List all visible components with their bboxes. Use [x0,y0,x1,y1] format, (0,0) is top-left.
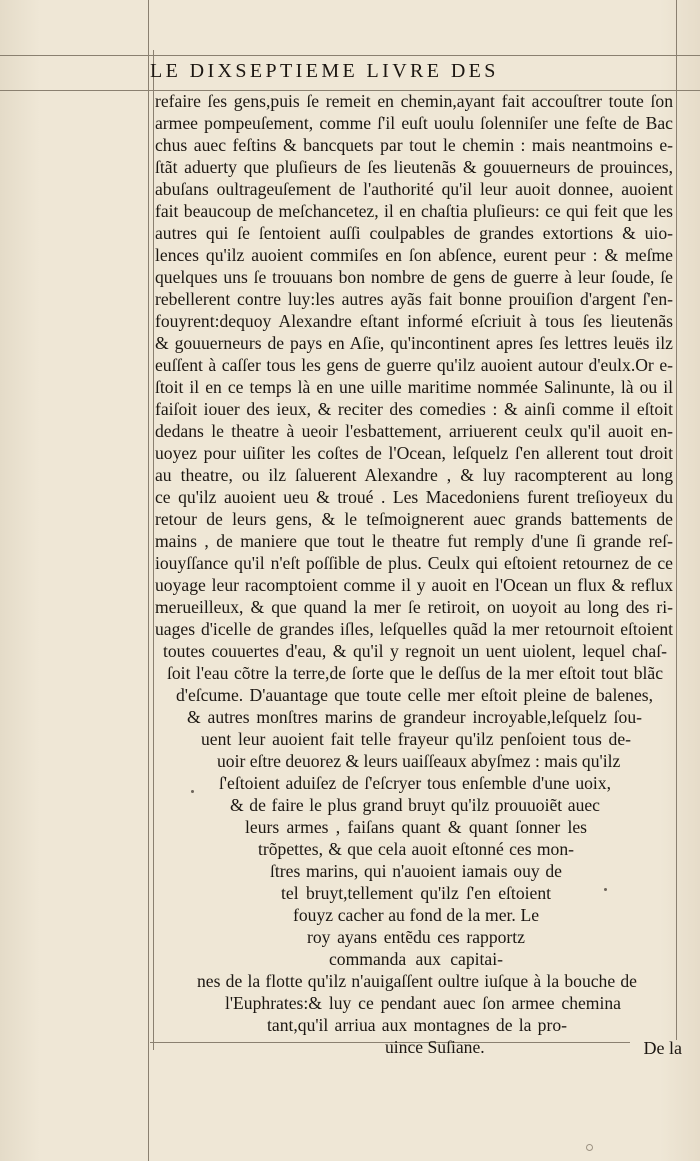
left-margin-rule-inner [153,50,154,1050]
text-line: au theatre, ou ilz ſaluerent Alexandre , & luy racompterent au long [155,465,673,485]
ink-speck [604,888,607,891]
text-line: & gouuerneurs de pays en Aſie, qu'incontinent apres ſes lettres leuës ilz [155,333,673,353]
text-line: rebellerent contre luy:les autres ayãs fait bonne prouiſion d'argent ſ'en- [155,289,673,309]
running-head: LE DIXSEPTIEME LIVRE DES [150,60,499,82]
text-line: & autres monſtres marins de grandeur incroyable,leſquelz ſou- [187,707,642,727]
text-line: ſtres marins, qui n'auoient iamais ouy de [270,861,562,881]
text-line: euſſent à caſſer tous les gens de guerre qu'ilz auoient autour d'eulx.Or e- [155,355,673,375]
text-line: lences qu'ilz auoient commiſes en ſon abſence, eurent peur : & meſme [155,245,673,265]
text-line: nes de la flotte qu'ilz n'auigaſſent oultre iuſque à la bouche de [197,971,637,991]
text-line: uince Suſiane. [385,1037,485,1057]
left-margin-rule-outer [148,0,149,1161]
text-line: abuſans oultrageuſement de l'authorité qu'il leur auoit donnee, auoient [155,179,673,199]
text-line: refaire ſes gens,puis ſe remeit en chemin,ayant fait accouſtrer toute ſon [155,91,673,111]
text-line: mains , de maniere que tout le theatre fut remply d'une ſi grande reſ- [155,531,673,551]
text-line: toutes couuertes d'eau, & qu'il y regnoit un uent uiolent, lequel chaſ- [163,641,667,661]
text-line: iouyſſance qu'il n'eſt poſſible de plus. Ceulx qui eſtoient retournez de ce [155,553,673,573]
text-line: leurs armes , faiſans quant & quant ſonner les [245,817,587,837]
text-line: commanda aux capitai- [329,949,503,969]
text-line: trõpettes, & que cela auoit eſtonné ces mon- [258,839,574,859]
text-line: uages d'icelle de grandes iſles, leſquelles quãd la mer retournoit eſtoient [155,619,673,639]
text-line: tant,qu'il arriua aux montagnes de la pro- [267,1015,567,1035]
text-line: uoyez pour uiſiter les coſtes de l'Ocean, leſquelz ſ'en allerent tout droit [155,443,673,463]
text-line: ſtãt aduerty que pluſieurs de ſes lieutenãs & gouuerneurs de prouinces, [155,157,673,177]
text-line: dedans le theatre à ueoir l'esbattement, arriuerent ceulx qu'il auoit en- [155,421,673,441]
text-line: l'Euphrates:& luy ce pendant auec ſon armee chemina [225,993,621,1013]
catchword: De la [643,1038,682,1058]
text-line: faiſoit iouer des ieux, & reciter des comedies : & ainſi comme il eſtoit [155,399,673,419]
text-line: fouyrent:dequoy Alexandre eſtant informé eſcriuit à tous ſes lieutenãs [155,311,673,331]
text-line: armee pompeuſement, comme ſ'il euſt uoulu ſolenniſer une feſte de Bac [155,113,673,133]
text-line: merueilleux, & que quand la mer ſe retiroit, on uoyoit au long des ri- [155,597,673,617]
right-margin-rule [676,0,677,1040]
text-line: ſtoit il en ce temps là en une uille maritime nommée Salinunte, là ou il [155,377,673,397]
text-line: fouyz cacher au fond de la mer. Le [293,905,539,925]
text-line: & de faire le plus grand bruyt qu'ilz prouuoiẽt auec [230,795,600,815]
text-line: quelques uns ſe trouuans bon nombre de gens de guerre à leur ſoude, ſe [155,267,673,287]
text-line: uoir eſtre deuorez & leurs uaiſſeaux abyſmez : mais qu'ilz [217,751,621,771]
text-line: chus auec feſtins & bancquets par tout le chemin : mais neantmoins e- [155,135,673,155]
text-line: ſ'eſtoient aduiſez de ſ'eſcryer tous enſemble d'une uoix, [219,773,611,793]
text-line: ſoit l'eau cõtre la terre,de ſorte que le deſſus de la mer eſtoit tout blãc [167,663,663,683]
text-line: ce qu'ilz auoient ueu & troué . Les Macedoniens furent treſioyeux du [155,487,673,507]
text-line: roy ayans entẽdu ces rapportz [307,927,525,947]
text-line: retour de leurs gens, & le teſmoignerent auec grands battements de [155,509,673,529]
text-line: tel bruyt,tellement qu'ilz ſ'en eſtoient [281,883,551,903]
text-line: d'eſcume. D'auantage que toute celle mer eſtoit pleine de balenes, [176,685,653,705]
paper-blemish [586,1144,593,1151]
ink-speck [191,790,194,793]
text-line: fait beaucoup de meſchancetez, il en chaſtia pluſieurs: ce qui feit que les [155,201,673,221]
head-rule-top [0,55,700,56]
text-line: autres qui ſe ſentoient auſſi coulpables de grandes extortions & uio- [155,223,673,243]
text-line: uent leur auoient fait telle frayeur qu'ilz penſoient tous de- [201,729,631,749]
text-line: uoyage leur racomptoient comme il y auoit en l'Ocean un flux & reflux [155,575,673,595]
